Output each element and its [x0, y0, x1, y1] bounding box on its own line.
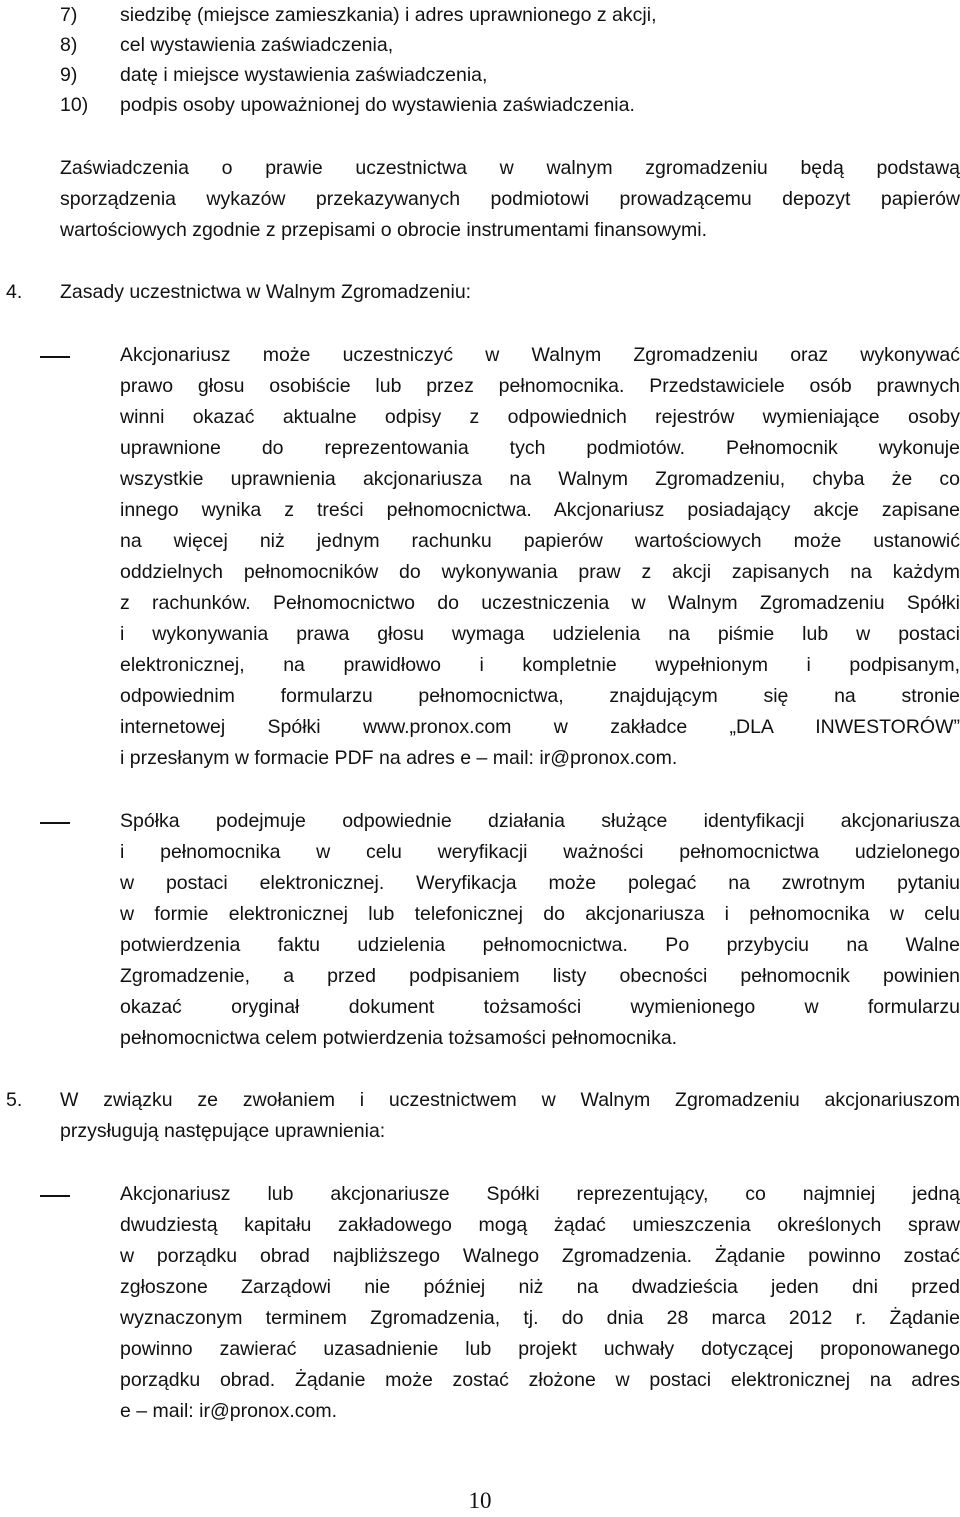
bullet-line: uprawnione do reprezentowania tych podmiotów. Pełnomocnik wykonuje: [120, 437, 960, 459]
list-item-number: 10): [60, 94, 89, 116]
bullet-line: internetowej Spółki www.pronox.com w zakładce „DLA INWESTORÓW”: [120, 716, 960, 738]
bullet-line: zgłoszone Zarządowi nie później niż na dwadzieścia jeden dni przed: [120, 1276, 960, 1298]
bullet-dash: [40, 822, 70, 824]
bullet-line: w postaci elektronicznej. Weryfikacja może polegać na zwrotnym pytaniu: [120, 872, 960, 894]
bullet-line: okazać oryginał dokument tożsamości wymienionego w formularzu: [120, 996, 960, 1018]
section-number: 4.: [6, 281, 23, 303]
bullet-line: winni okazać aktualne odpisy z odpowiednich rejestrów wymieniające osoby: [120, 406, 960, 428]
bullet-line: innego wynika z treści pełnomocnictwa. Akcjonariusz posiadający akcje zapisane: [120, 499, 960, 521]
paragraph-line: sporządzenia wykazów przekazywanych podmiotowi prowadzącemu depozyt papierów: [60, 188, 960, 210]
list-item-number: 8): [60, 34, 78, 56]
bullet-line: wszystkie uprawnienia akcjonariusza na Walnym Zgromadzeniu, chyba że co: [120, 468, 960, 490]
bullet-line: dwudziestą kapitału zakładowego mogą żądać umieszczenia określonych spraw: [120, 1214, 960, 1236]
list-item-number: 7): [60, 4, 78, 26]
bullet-line: Akcjonariusz może uczestniczyć w Walnym Zgromadzeniu oraz wykonywać: [120, 344, 960, 366]
section-number: 5.: [6, 1089, 23, 1111]
bullet-dash: [40, 1195, 70, 1197]
page-number: 10: [468, 1488, 492, 1513]
paragraph-line: Zaświadczenia o prawie uczestnictwa w walnym zgromadzeniu będą podstawą: [60, 157, 960, 179]
section-title: przysługują następujące uprawnienia:: [60, 1120, 386, 1142]
list-item-number: 9): [60, 64, 78, 86]
bullet-line: i wykonywania prawa głosu wymaga udzielenia na piśmie lub w postaci: [120, 623, 960, 645]
bullet-line: pełnomocnictwa celem potwierdzenia tożsamości pełnomocnika.: [120, 1027, 678, 1049]
bullet-line: powinno zawierać uzasadnienie lub projekt uchwały dotyczącej proponowanego: [120, 1338, 960, 1360]
paragraph-line: wartościowych zgodnie z przepisami o obrocie instrumentami finansowymi.: [60, 219, 708, 241]
bullet-line: elektronicznej, na prawidłowo i kompletnie wypełnionym i podpisanym,: [120, 654, 960, 676]
bullet-line: z rachunków. Pełnomocnictwo do uczestniczenia w Walnym Zgromadzeniu Spółki: [120, 592, 960, 614]
section-title: Zasady uczestnictwa w Walnym Zgromadzeniu:: [60, 281, 472, 303]
bullet-line: e – mail: ir@pronox.com.: [120, 1400, 338, 1422]
bullet-line: potwierdzenia faktu udzielenia pełnomocnictwa. Po przybyciu na Walne: [120, 934, 960, 956]
list-item-text: cel wystawienia zaświadczenia,: [120, 34, 394, 56]
list-item-text: datę i miejsce wystawienia zaświadczenia,: [120, 64, 488, 86]
bullet-line: Spółka podejmuje odpowiednie działania służące identyfikacji akcjonariusza: [120, 810, 960, 832]
bullet-line: i przesłanym w formacie PDF na adres e – mail: ir@pronox.com.: [120, 747, 678, 769]
bullet-line: w formie elektronicznej lub telefonicznej do akcjonariusza i pełnomocnika w celu: [120, 903, 960, 925]
bullet-line: Zgromadzenie, a przed podpisaniem listy obecności pełnomocnik powinien: [120, 965, 960, 987]
section-title: W związku ze zwołaniem i uczestnictwem w Walnym Zgromadzeniu akcjonariuszom: [60, 1089, 960, 1111]
bullet-line: wyznaczonym terminem Zgromadzenia, tj. do dnia 28 marca 2012 r. Żądanie: [120, 1307, 960, 1329]
bullet-line: prawo głosu osobiście lub przez pełnomocnika. Przedstawiciele osób prawnych: [120, 375, 960, 397]
bullet-line: i pełnomocnika w celu weryfikacji ważności pełnomocnictwa udzielonego: [120, 841, 960, 863]
bullet-line: w porządku obrad najbliższego Walnego Zgromadzenia. Żądanie powinno zostać: [120, 1245, 960, 1267]
list-item-text: podpis osoby upoważnionej do wystawienia zaświadczenia.: [120, 94, 635, 116]
bullet-dash: [40, 356, 70, 358]
bullet-line: odpowiednim formularzu pełnomocnictwa, znajdującym się na stronie: [120, 685, 960, 707]
bullet-line: porządku obrad. Żądanie może zostać złożone w postaci elektronicznej na adres: [120, 1369, 960, 1391]
bullet-line: Akcjonariusz lub akcjonariusze Spółki reprezentujący, co najmniej jedną: [120, 1183, 960, 1205]
bullet-line: oddzielnych pełnomocników do wykonywania praw z akcji zapisanych na każdym: [120, 561, 960, 583]
list-item-text: siedzibę (miejsce zamieszkania) i adres uprawnionego z akcji,: [120, 4, 657, 26]
bullet-line: na więcej niż jednym rachunku papierów wartościowych może ustanowić: [120, 530, 960, 552]
